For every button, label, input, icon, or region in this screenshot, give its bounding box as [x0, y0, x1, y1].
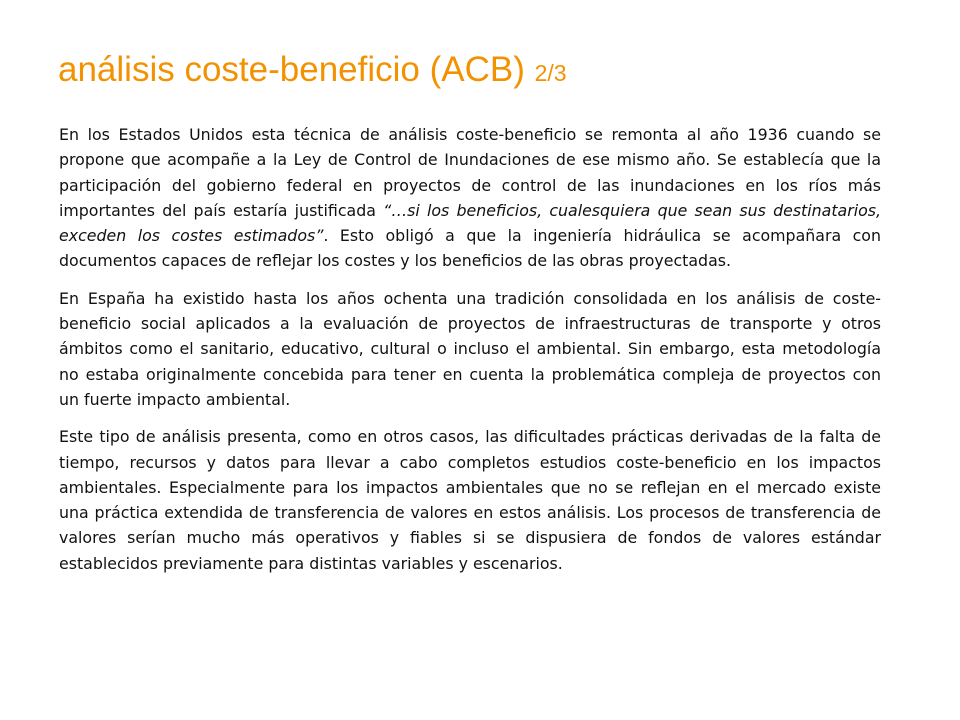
paragraph-practical-difficulties: Este tipo de análisis presenta, como en otros casos, las dificultades prácticas derivadas de la falta de tiempo, recursos y datos para llevar a cabo completos estudios coste-beneficio en los impactos ambientales. Especialmente para los impactos ambientales que no se reflejan en el mercado existe una práctica extendida de transferencia de valores en estos análisis. Los procesos de transferencia de valores serían mucho más operativos y fiables si se dispusiera de fondos de valores estándar establecidos previamente para distintas variables y escenarios.	[59, 427, 881, 573]
paragraph-usa-text-before: En los Estados Unidos esta técnica de análisis coste-beneficio se remonta al año 1936 cuando se propone que acompañe a la Ley de Control de Inundaciones de ese mismo año. Se establecía que la participación del gobierno federal en proyectos de control de las inundaciones en los ríos más importantes del país estaría justificada	[59, 125, 881, 220]
slide-body	[59, 122, 881, 588]
paragraph-usa-history	[59, 122, 881, 274]
paragraph-usa-quote: “…si los beneficios, cualesquiera que sean sus destinatarios, exceden los costes estimados”	[59, 200, 881, 246]
slide-title-text: análisis coste-beneficio (ACB)	[58, 50, 525, 89]
paragraph-usa-text-after: . Esto obligó a que la ingeniería hidráulica se acompañara con documentos capaces de reflejar los costes y los beneficios de las obras proyectadas.	[59, 226, 881, 271]
paragraph-spain-tradition: En España ha existido hasta los años ochenta una tradición consolidada en los análisis de coste-beneficio social aplicados a la evaluación de proyectos de infraestructuras de transporte y otros ámbitos como el sanitario, educativo, cultural o incluso el ambiental. Sin embargo, esta metodología no estaba originalmente concebida para tener en cuenta la problemática compleja de proyectos con un fuerte impacto ambiental.	[59, 288, 881, 409]
slide-title	[58, 50, 567, 93]
page-indicator: 2/3	[534, 60, 567, 86]
